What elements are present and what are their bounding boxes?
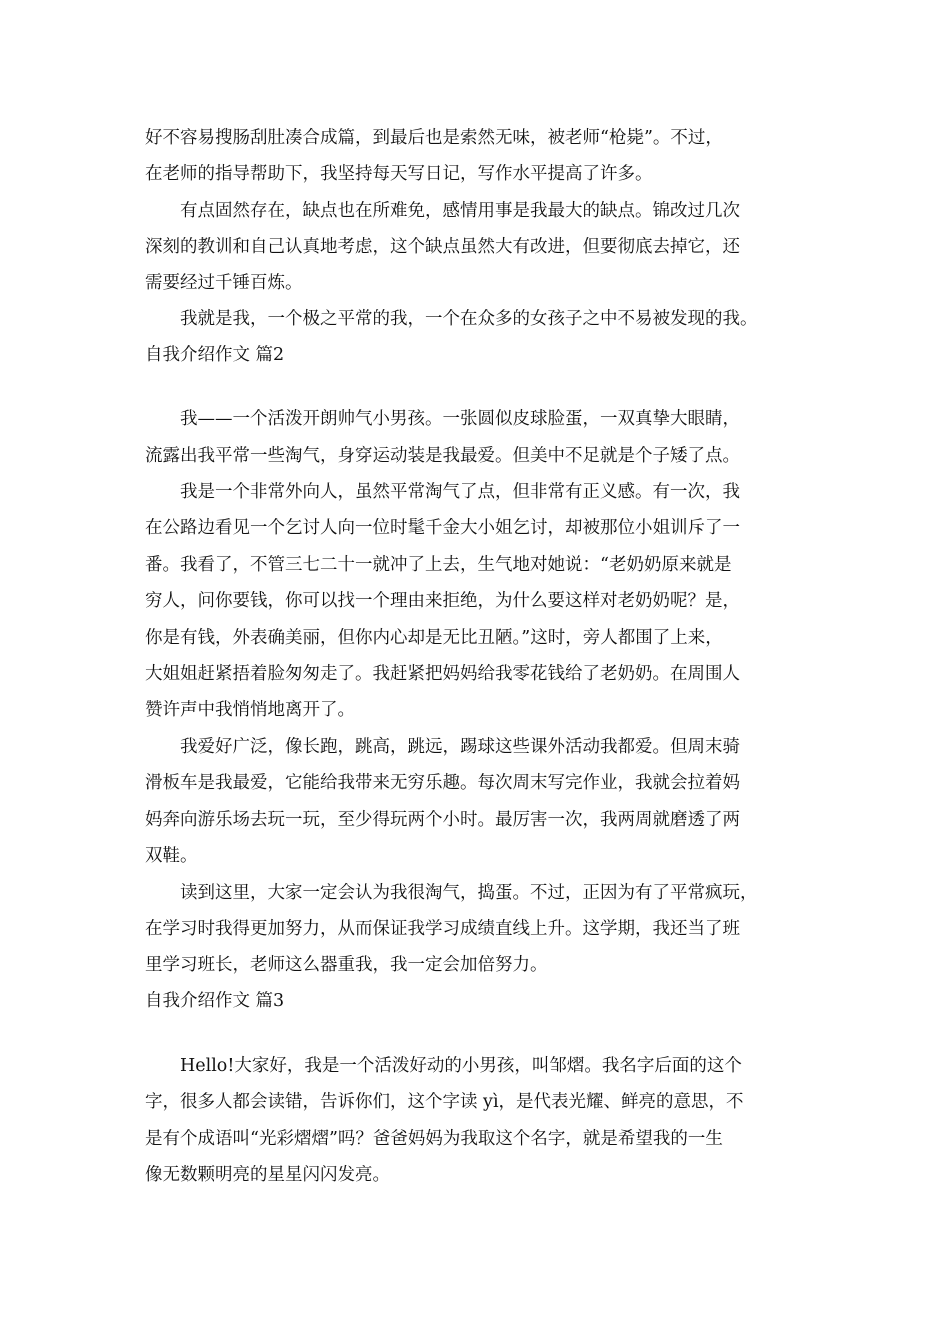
text-line: 你是有钱，外表确美丽，但你内心却是无比丑陋。”这时，旁人都围了上来， xyxy=(145,628,723,648)
text-line: 在学习时我得更加努力，从而保证我学习成绩直线上升。这学期，我还当了班 xyxy=(145,919,740,939)
text-line: 妈奔向游乐场去玩一玩，至少得玩两个小时。最厉害一次，我两周就磨透了两 xyxy=(145,810,740,830)
text-line: 里学习班长，老师这么器重我，我一定会加倍努力。 xyxy=(145,955,548,975)
text-line: 字，很多人都会读错，告诉你们，这个字读 yì，是代表光耀、鲜亮的意思，不 xyxy=(145,1092,744,1112)
text-line: 读到这里，大家一定会认为我很淘气，捣蛋。不过，正因为有了平常疯玩， xyxy=(145,883,758,903)
text-line: 双鞋。 xyxy=(145,846,198,866)
text-line: 大姐姐赶紧捂着脸匆匆走了。我赶紧把妈妈给我零花钱给了老奶奶。在周围人 xyxy=(145,664,740,684)
text-line: 穷人，问你要钱，你可以找一个理由来拒绝，为什么要这样对老奶奶呢？是， xyxy=(145,591,740,611)
text-line: 在公路边看见一个乞讨人向一位时髦千金大小姐乞讨，却被那位小姐训斥了一 xyxy=(145,518,740,538)
text-line: 好不容易搜肠刮肚凑合成篇，到最后也是索然无味，被老师“枪毙”。不过， xyxy=(145,128,723,148)
text-line: 有点固然存在，缺点也在所难免，感情用事是我最大的缺点。锦改过几次 xyxy=(145,201,740,221)
text-line: 滑板车是我最爱，它能给我带来无穷乐趣。每次周末写完作业，我就会拉着妈 xyxy=(145,773,740,793)
text-line: 流露出我平常一些淘气，身穿运动装是我最爱。但美中不足就是个子矮了点。 xyxy=(145,446,740,466)
text-line: 我——一个活泼开朗帅气小男孩。一张圆似皮球脸蛋，一双真挚大眼睛， xyxy=(145,409,740,429)
text-line: 番。我看了，不管三七二十一就冲了上去，生气地对她说：“老奶奶原来就是 xyxy=(145,555,732,575)
text-line: 我就是我，一个极之平常的我，一个在众多的女孩子之中不易被发现的我。 xyxy=(145,309,758,329)
text-line: 是有个成语叫“光彩熠熠”吗？爸爸妈妈为我取这个名字，就是希望我的一生 xyxy=(145,1129,723,1149)
text-line: Hello!大家好，我是一个活泼好动的小男孩，叫邹熠。我名字后面的这个 xyxy=(145,1056,742,1076)
section-heading: 自我介绍作文 篇2 xyxy=(145,345,285,365)
section-heading: 自我介绍作文 篇3 xyxy=(145,991,285,1011)
text-line: 我是一个非常外向人，虽然平常淘气了点，但非常有正义感。有一次，我 xyxy=(145,482,740,502)
text-line: 我爱好广泛，像长跑，跳高，跳远，踢球这些课外活动我都爱。但周末骑 xyxy=(145,737,740,757)
text-line: 赞许声中我悄悄地离开了。 xyxy=(145,700,355,720)
text-line: 像无数颗明亮的星星闪闪发亮。 xyxy=(145,1165,390,1185)
text-line: 需要经过千锤百炼。 xyxy=(145,273,303,293)
text-line: 深刻的教训和自己认真地考虑，这个缺点虽然大有改进，但要彻底去掉它，还 xyxy=(145,237,740,257)
text-line: 在老师的指导帮助下，我坚持每天写日记，写作水平提高了许多。 xyxy=(145,164,653,184)
